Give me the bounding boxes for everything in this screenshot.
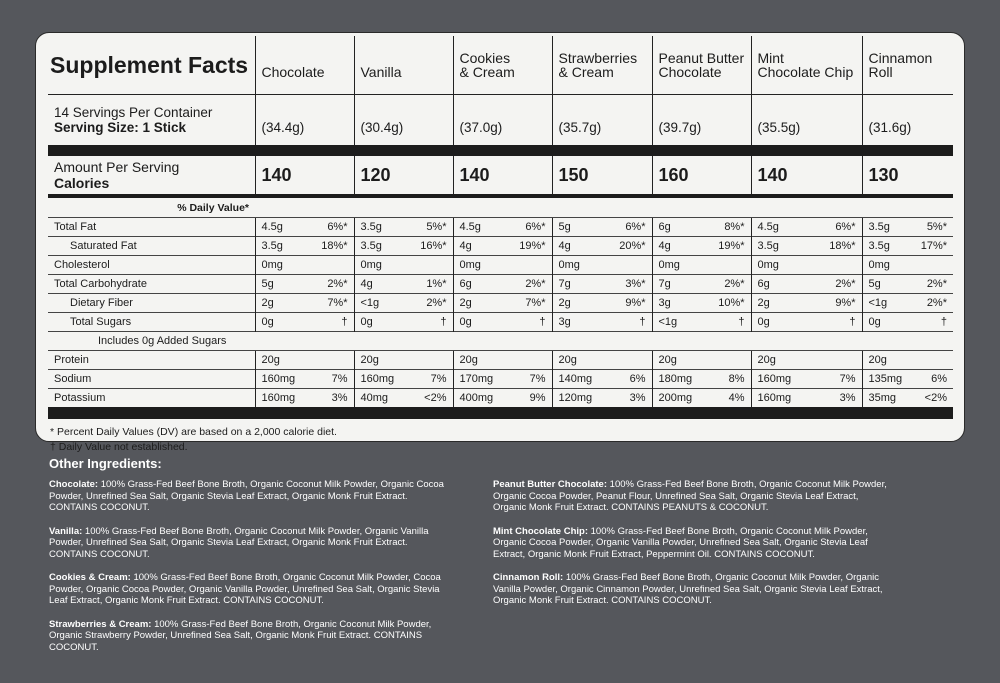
nutrient-row [48, 294, 953, 313]
serving-weight: (37.0g) [453, 95, 552, 146]
flavor-name-line: & Cream [459, 64, 515, 80]
nutrient-cell [354, 370, 453, 389]
nutrient-amount: 5g [868, 278, 881, 290]
nutrient-amount: 0g [757, 316, 770, 328]
nutrient-label: Potassium [48, 389, 255, 408]
nutrient-cell [453, 275, 552, 294]
nutrient-cell [354, 294, 453, 313]
nutrient-amount: 5g [558, 221, 571, 233]
nutrient-amount: 0mg [658, 259, 680, 271]
nutrient-cell [751, 370, 862, 389]
serving-weight: (31.6g) [862, 95, 953, 146]
nutrient-amount: <1g [658, 316, 678, 328]
facts-title: Supplement Facts [50, 51, 249, 78]
nutrient-amount: 4g [459, 240, 472, 252]
flavor-name-line: Chocolate [261, 64, 325, 80]
nutrient-amount: 20g [658, 354, 677, 366]
nutrient-label: Sodium [48, 370, 255, 389]
nutrient-cell [552, 275, 652, 294]
serving-info [48, 95, 255, 146]
nutrient-row [48, 370, 953, 389]
nutrient-dv: <2% [424, 392, 447, 404]
nutrient-amount: 0mg [360, 259, 382, 271]
nutrient-amount: 4.5g [459, 221, 481, 233]
nutrient-dv: 6%* [525, 221, 546, 233]
nutrient-amount: 40mg [360, 392, 389, 404]
nutrient-dv: 3% [331, 392, 348, 404]
nutrient-cell [552, 294, 652, 313]
nutrient-cell [354, 237, 453, 256]
ingredient-flavor: Peanut Butter Chocolate: [493, 479, 608, 490]
nutrient-dv: 3% [629, 392, 646, 404]
nutrient-cell [453, 351, 552, 370]
nutrient-cell [552, 332, 652, 351]
nutrient-dv: 7% [529, 373, 546, 385]
nutrient-row [48, 256, 953, 275]
nutrient-cell [751, 218, 862, 237]
nutrient-amount: 160mg [757, 392, 792, 404]
nutrient-cell [453, 218, 552, 237]
nutrient-dv: 16%* [420, 240, 447, 252]
nutrient-amount: 0g [360, 316, 373, 328]
ingredients-right-column [493, 479, 893, 619]
nutrient-dv: 9%* [625, 297, 646, 309]
nutrient-cell [751, 332, 862, 351]
nutrient-amount: 6g [757, 278, 770, 290]
flavor-name-line: & Cream [558, 64, 614, 80]
nutrient-amount: 0g [459, 316, 472, 328]
flavor-name-line: Peanut Butter [658, 50, 745, 66]
nutrient-label: Total Sugars [48, 313, 255, 332]
ingredient-list: 100% Grass-Fed Beef Bone Broth, Organic Coconut Milk Powder, Cocoa Powder, Organic Cocoa Powder, Organic Vanilla Powder, Unrefined Sea Salt, Organic Stevia Leaf Extract, Organic Monk Fruit Extract. CONTAINS COCONUT. [49, 572, 441, 606]
nutrient-dv: 6% [629, 373, 646, 385]
ingredient-entry [49, 479, 449, 514]
nutrient-cell [862, 218, 953, 237]
nutrient-amount: <1g [360, 297, 380, 309]
serving-weight: (35.5g) [751, 95, 862, 146]
nutrient-cell [552, 313, 652, 332]
nutrient-amount: 0mg [558, 259, 580, 271]
nutrient-dv: 17%* [920, 240, 947, 252]
nutrient-label: Includes 0g Added Sugars [48, 332, 255, 351]
nutrient-cell [652, 294, 751, 313]
ingredient-entry [493, 572, 893, 607]
nutrient-dv: 18%* [321, 240, 348, 252]
nutrient-dv: 2%* [926, 297, 947, 309]
nutrient-cell [255, 237, 354, 256]
bottom-divider [48, 407, 953, 419]
nutrient-dv: 19%* [718, 240, 745, 252]
nutrient-amount: 0mg [459, 259, 481, 271]
nutrient-amount: 20g [459, 354, 478, 366]
nutrient-amount: 0mg [757, 259, 779, 271]
nutrient-amount: 160mg [757, 373, 792, 385]
ingredient-entry [49, 526, 449, 561]
thick-divider [48, 145, 953, 156]
ingredient-list: 100% Grass-Fed Beef Bone Broth, Organic Coconut Milk Powder, Organic Vanilla Powder, Organic Cinnamon Powder, Unrefined Sea Salt, Organic Stevia Leaf Extract, Organic Monk Fruit Extract. CONTAINS COCONUT. [493, 572, 883, 606]
nutrient-dv: † [849, 316, 856, 328]
ingredient-flavor: Cinnamon Roll: [493, 572, 564, 583]
nutrient-amount: 170mg [459, 373, 494, 385]
nutrient-amount: 3.5g [261, 240, 283, 252]
serving-weight: (39.7g) [652, 95, 751, 146]
flavor-name-line: Strawberries [558, 50, 638, 66]
nutrient-amount: 20g [868, 354, 887, 366]
nutrient-dv: 8% [728, 373, 745, 385]
footnote-dv: * Percent Daily Values (DV) are based on a 2,000 calorie diet. [50, 426, 337, 438]
nutrient-amount: 2g [261, 297, 274, 309]
serving-weight: (34.4g) [255, 95, 354, 146]
nutrient-cell [751, 256, 862, 275]
ingredient-flavor: Strawberries & Cream: [49, 618, 152, 630]
calories-value: 130 [862, 156, 953, 194]
flavor-name-line: Cinnamon [868, 50, 933, 66]
nutrient-label: Protein [48, 351, 255, 370]
nutrient-amount: 7g [558, 278, 571, 290]
nutrient-row [48, 313, 953, 332]
flavor-header [453, 36, 552, 95]
calories-value: 140 [255, 156, 354, 194]
nutrient-dv: 6%* [625, 221, 646, 233]
nutrient-dv: 2%* [926, 278, 947, 290]
nutrient-amount: 7g [658, 278, 671, 290]
nutrient-cell [453, 370, 552, 389]
nutrient-dv: 3% [839, 392, 856, 404]
other-ingredients-title: Other Ingredients: [49, 456, 162, 471]
nutrient-cell [862, 237, 953, 256]
nutrient-label: Total Carbohydrate [48, 275, 255, 294]
nutrient-cell [552, 218, 652, 237]
nutrient-cell [255, 256, 354, 275]
nutrient-dv: † [440, 316, 447, 328]
ingredient-entry [49, 572, 449, 607]
nutrient-label: Saturated Fat [48, 237, 255, 256]
nutrient-amount: 20g [261, 354, 280, 366]
calories-value: 140 [751, 156, 862, 194]
nutrient-label: Dietary Fiber [48, 294, 255, 313]
nutrient-cell [751, 294, 862, 313]
nutrient-amount: 180mg [658, 373, 693, 385]
footnotes [48, 425, 953, 455]
flavor-header-row [48, 36, 953, 95]
nutrient-dv: 7% [331, 373, 348, 385]
nutrient-row [48, 275, 953, 294]
flavor-name-line: Roll [868, 64, 893, 80]
nutrient-amount: 3.5g [360, 221, 382, 233]
calories-label: Calories [54, 175, 110, 191]
nutrient-dv: 7%* [525, 297, 546, 309]
calories-value: 160 [652, 156, 751, 194]
nutrient-dv: 2%* [525, 278, 546, 290]
nutrient-dv: 4% [728, 392, 745, 404]
nutrient-cell [354, 313, 453, 332]
nutrient-dv: 9% [529, 392, 546, 404]
nutrient-cell [354, 351, 453, 370]
nutrient-dv: 7% [839, 373, 856, 385]
nutrient-row [48, 389, 953, 408]
nutrient-cell [453, 389, 552, 408]
footnote-dagger: † Daily Value not established. [50, 441, 188, 453]
nutrient-amount: 3g [658, 297, 671, 309]
ingredient-list: 100% Grass-Fed Beef Bone Broth, Organic Coconut Milk Powder, Organic Cocoa Powder, Peanut Flour, Unrefined Sea Salt, Organic Stevia Leaf Extract, Organic Monk Fruit Extract. CONTAINS PEANUTS & COCONUT. [493, 479, 887, 513]
nutrient-cell [255, 370, 354, 389]
nutrient-cell [652, 332, 751, 351]
nutrient-cell [652, 351, 751, 370]
nutrient-cell [552, 351, 652, 370]
nutrient-dv: 2%* [327, 278, 348, 290]
nutrient-amount: 2g [558, 297, 571, 309]
nutrient-amount: 3.5g [868, 221, 890, 233]
nutrient-amount: 3g [558, 316, 571, 328]
nutrient-cell [862, 313, 953, 332]
ingredient-list: 100% Grass-Fed Beef Bone Broth, Organic Coconut Milk Powder, Organic Vanilla Powder, Unrefined Sea Salt, Organic Stevia Leaf Extract, Organic Monk Fruit Extract. CONTAINS COCONUT. [49, 525, 429, 560]
nutrient-dv: † [639, 316, 646, 328]
nutrient-cell [862, 332, 953, 351]
nutrient-row [48, 351, 953, 370]
nutrient-row [48, 332, 953, 351]
nutrient-cell [354, 332, 453, 351]
nutrient-amount: 6g [658, 221, 671, 233]
serving-weight: (35.7g) [552, 95, 652, 146]
nutrient-cell [652, 313, 751, 332]
nutrient-cell [552, 370, 652, 389]
nutrient-cell [862, 389, 953, 408]
nutrient-dv: 6%* [835, 221, 856, 233]
nutrient-amount: 4g [558, 240, 571, 252]
ingredient-list: 100% Grass-Fed Beef Bone Broth, Organic Coconut Milk Powder, Organic Cocoa Powder, Unrefined Sea Salt, Organic Stevia Leaf Extract, Organic Monk Fruit Extract. CONTAINS COCONUT. [49, 479, 444, 513]
nutrient-dv: 7%* [327, 297, 348, 309]
nutrient-cell [862, 256, 953, 275]
nutrient-amount: 5g [261, 278, 274, 290]
nutrient-dv: † [738, 316, 745, 328]
nutrient-amount: <1g [868, 297, 888, 309]
nutrient-dv: † [940, 316, 947, 328]
nutrient-cell [354, 389, 453, 408]
nutrient-cell [453, 313, 552, 332]
dv-header-row [48, 198, 953, 218]
nutrient-amount: 140mg [558, 373, 593, 385]
nutrient-cell [255, 294, 354, 313]
nutrient-dv: 2%* [835, 278, 856, 290]
nutrient-row [48, 218, 953, 237]
nutrient-amount: 20g [757, 354, 776, 366]
nutrient-dv: 9%* [835, 297, 856, 309]
nutrient-dv: † [539, 316, 546, 328]
nutrient-amount: 3.5g [757, 240, 779, 252]
serving-row [48, 95, 953, 146]
nutrient-cell [652, 237, 751, 256]
calories-value: 120 [354, 156, 453, 194]
nutrient-cell [255, 332, 354, 351]
nutrient-dv: 5%* [426, 221, 447, 233]
nutrient-cell [652, 275, 751, 294]
amount-per-serving: Amount Per Serving [54, 159, 180, 175]
nutrient-cell [862, 351, 953, 370]
nutrient-dv: 6%* [327, 221, 348, 233]
ingredient-entry [493, 479, 893, 514]
supplement-facts-panel [35, 32, 965, 453]
nutrient-dv: 6% [931, 373, 947, 385]
flavor-name-line: Mint [757, 50, 784, 66]
nutrient-cell [652, 370, 751, 389]
nutrient-dv: 20%* [619, 240, 646, 252]
nutrient-amount: 0g [868, 316, 881, 328]
flavor-header [552, 36, 652, 95]
nutrient-amount: 20g [360, 354, 379, 366]
nutrient-amount: 0g [261, 316, 274, 328]
nutrient-dv: 8%* [724, 221, 745, 233]
nutrient-dv: 2%* [426, 297, 447, 309]
nutrient-amount: 2g [757, 297, 770, 309]
calories-row [48, 156, 953, 194]
nutrient-amount: 4g [658, 240, 671, 252]
nutrient-amount: 160mg [261, 373, 296, 385]
nutrient-amount: 20g [558, 354, 577, 366]
nutrient-dv: <2% [924, 392, 947, 404]
ingredient-flavor: Cookies & Cream: [49, 572, 131, 583]
flavor-header [751, 36, 862, 95]
nutrient-cell [453, 237, 552, 256]
dv-header: % Daily Value* [177, 201, 249, 214]
nutrient-cell [751, 313, 862, 332]
nutrient-cell [354, 275, 453, 294]
nutrient-amount: 35mg [868, 392, 897, 404]
nutrient-dv: 18%* [829, 240, 856, 252]
calories-value: 150 [552, 156, 652, 194]
nutrient-cell [552, 389, 652, 408]
nutrient-cell [255, 275, 354, 294]
nutrient-dv: † [341, 316, 348, 328]
nutrient-amount: 200mg [658, 392, 693, 404]
nutrient-amount: 0mg [261, 259, 283, 271]
nutrient-cell [862, 275, 953, 294]
flavor-name-line: Vanilla [360, 64, 402, 80]
nutrient-cell [652, 218, 751, 237]
nutrient-cell [751, 351, 862, 370]
nutrient-cell [255, 218, 354, 237]
nutrient-label: Total Fat [48, 218, 255, 237]
nutrient-amount: 135mg [868, 373, 903, 385]
nutrient-amount: 4g [360, 278, 373, 290]
nutrient-cell [862, 294, 953, 313]
nutrient-cell [552, 237, 652, 256]
ingredient-flavor: Chocolate: [49, 479, 99, 490]
flavor-header [255, 36, 354, 95]
flavor-name-line: Chocolate [658, 64, 722, 80]
nutrient-amount: 3.5g [868, 240, 890, 252]
calories-label-cell [48, 156, 255, 194]
nutrient-cell [255, 389, 354, 408]
nutrient-label: Cholesterol [48, 256, 255, 275]
ingredient-list: 100% Grass-Fed Beef Bone Broth, Organic Coconut Milk Powder, Organic Cocoa Powder, Organic Vanilla Powder, Unrefined Sea Salt, Organic Stevia Leaf Extract, Organic Monk Fruit Extract, Peppermint Oil. CONTAINS COCONUT. [493, 525, 868, 560]
nutrient-cell [652, 389, 751, 408]
nutrient-amount: 2g [459, 297, 472, 309]
nutrient-cell [255, 313, 354, 332]
nutrient-cell [552, 256, 652, 275]
ingredient-flavor: Mint Chocolate Chip: [493, 525, 588, 537]
nutrient-cell [453, 294, 552, 313]
nutrient-dv: 5%* [926, 221, 947, 233]
ingredient-entry [49, 619, 449, 654]
nutrient-cell [354, 218, 453, 237]
ingredient-flavor: Vanilla: [49, 525, 83, 537]
nutrient-amount: 120mg [558, 392, 593, 404]
flavor-name-line: Chocolate Chip [757, 64, 854, 80]
nutrient-cell [751, 389, 862, 408]
ingredients-left-column [49, 479, 449, 665]
nutrient-amount: 160mg [360, 373, 395, 385]
nutrient-cell [453, 332, 552, 351]
nutrient-dv: 3%* [625, 278, 646, 290]
flavor-header [862, 36, 953, 95]
serving-size: Serving Size: 1 Stick [54, 120, 187, 135]
nutrient-cell [751, 275, 862, 294]
nutrient-amount: 4.5g [261, 221, 283, 233]
nutrient-cell [453, 256, 552, 275]
nutrient-row [48, 237, 953, 256]
supplement-facts-table [48, 36, 953, 455]
nutrient-amount: 4.5g [757, 221, 779, 233]
nutrient-dv: 7% [430, 373, 447, 385]
calories-value: 140 [453, 156, 552, 194]
nutrient-dv: 1%* [426, 278, 447, 290]
nutrient-amount: 400mg [459, 392, 494, 404]
nutrient-amount: 0mg [868, 259, 890, 271]
nutrient-amount: 3.5g [360, 240, 382, 252]
nutrient-cell [751, 237, 862, 256]
nutrient-dv: 2%* [724, 278, 745, 290]
nutrient-dv: 10%* [718, 297, 745, 309]
nutrient-cell [354, 256, 453, 275]
nutrient-cell [862, 370, 953, 389]
nutrient-amount: 160mg [261, 392, 296, 404]
nutrient-amount: 6g [459, 278, 472, 290]
servings-per-container: 14 Servings Per Container [54, 105, 213, 120]
flavor-header [652, 36, 751, 95]
flavor-name-line: Cookies [459, 50, 511, 66]
nutrient-cell [255, 351, 354, 370]
nutrient-dv: 19%* [519, 240, 546, 252]
flavor-header [354, 36, 453, 95]
serving-weight: (30.4g) [354, 95, 453, 146]
ingredient-list: 100% Grass-Fed Beef Bone Broth, Organic Coconut Milk Powder, Organic Strawberry Powder, Unrefined Sea Salt, Organic Monk Fruit Extract. CONTAINS COCONUT. [49, 618, 432, 653]
ingredient-entry [493, 526, 893, 561]
other-ingredients [49, 456, 949, 653]
nutrient-cell [652, 256, 751, 275]
